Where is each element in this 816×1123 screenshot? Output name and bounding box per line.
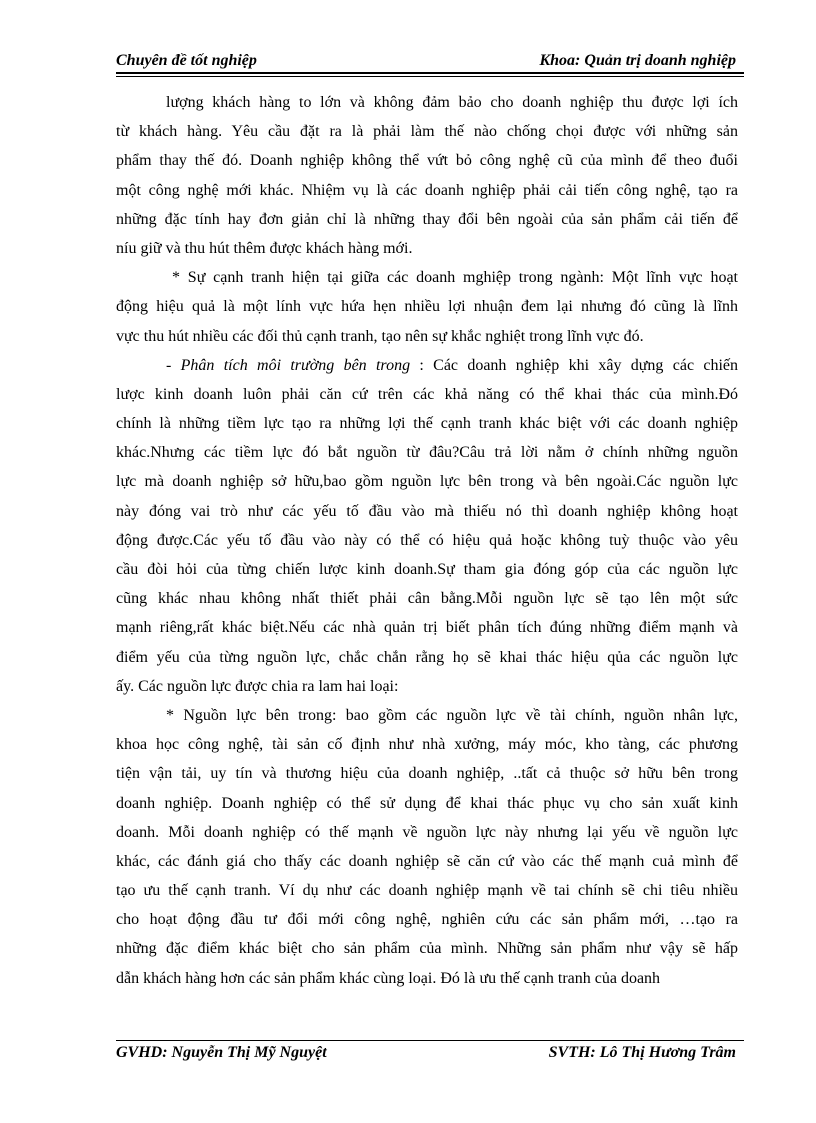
- header-divider-thick: [116, 72, 744, 74]
- text-line: lực mà doanh nghiệp sở hữu,bao gồm nguồn lực bên trong và bên ngoài.Các nguồn lực: [116, 473, 738, 491]
- text-line: mạnh riêng,rất khác biệt.Nếu các nhà quản trị biết phân tích đúng những điểm mạnh và: [116, 619, 738, 637]
- text-line: động được.Các yếu tố đầu vào này có thể có hiệu quả hoặc không tuỳ thuộc vào yêu: [116, 531, 738, 549]
- text-line: cầu đòi hỏi của từng chiến lược kinh doanh.Sự tham gia đóng góp của các nguồn lực: [116, 561, 738, 578]
- text-line: tiện vận tải, uy tín và thương hiệu của doanh nghiệp, ..tất cả thuộc sở hữu bên trong: [116, 765, 738, 783]
- header-right-title: Khoa: Quản trị doanh nghiệp: [539, 52, 736, 69]
- text-line: * Sự cạnh tranh hiện tại giữa các doanh mghiệp trong ngành: Một lĩnh vực hoạt: [172, 269, 738, 287]
- text-line: ấy. Các nguồn lực được chia ra lam hai loại:: [116, 677, 399, 695]
- text-line: dẫn khách hàng hơn các sản phẩm khác cùng loại. Đó là ưu thế cạnh tranh của doanh: [116, 969, 661, 987]
- text-line: này đóng vai trò như các yếu tố đầu vào mà thiếu nó thì doanh nghiệp không hoạt: [116, 502, 738, 520]
- footer-student: SVTH: Lô Thị Hương Trâm: [548, 1044, 736, 1061]
- text-line: vực thu hút nhiều các đối thủ cạnh tranh, tạo nên sự khắc nghiệt trong lĩnh vực đó.: [116, 327, 644, 345]
- section-heading-italic: Phân tích môi trường bên trong: [180, 356, 411, 374]
- text-line: khoa học công nghệ, tài sản cố định như nhà xưởng, máy móc, kho tàng, các phương: [116, 736, 738, 754]
- footer-divider: [116, 1040, 744, 1041]
- text-line: một công nghệ mới khác. Nhiệm vụ là các doanh nghiệp phải cải tiến công nghệ, tạo ra: [116, 181, 738, 199]
- text-line: lược kinh doanh luôn phải căn cứ trên các khả năng có thể khai thác của mình.Đó: [116, 385, 738, 403]
- text-line: doanh nghiệp. Doanh nghiệp có thể sử dụng để khai thác phục vụ cho sản xuất kinh: [116, 794, 738, 812]
- text-line: tạo ưu thế cạnh tranh. Ví dụ như các doanh nghiệp mạnh về tai chính sẽ chi tiêu nhiều: [116, 882, 738, 900]
- text-line: cho hoạt động đầu tư đổi mới công nghệ, nghiên cứu các sản phẩm mới, …tạo ra: [116, 911, 738, 929]
- text-line: khác, các đánh giá cho thấy các doanh nghiệp sẽ căn cứ vào các thế mạnh cuả mình để: [116, 852, 738, 870]
- text-line: những đặc điểm khác biệt cho sản phẩm của mình. Những sản phẩm như vậy sẽ hấp: [116, 940, 738, 958]
- section-heading-line: [116, 351, 738, 380]
- footer-supervisor: GVHD: Nguyễn Thị Mỹ Nguyệt: [116, 1044, 327, 1061]
- text-line: lượng khách hàng to lớn và không đảm bảo cho doanh nghiệp thu được lợi ích: [166, 94, 738, 111]
- page-header: [116, 46, 736, 72]
- header-left-title: Chuyên đề tốt nghiệp: [116, 52, 257, 69]
- text-line: từ khách hàng. Yêu cầu đặt ra là phải làm thế nào chống chọi được với những sản: [116, 123, 738, 141]
- text-line: chính là những tiềm lực tạo ra những lợi thế cạnh tranh khác biệt với các doanh nghiệp: [116, 415, 738, 433]
- text-line: * Nguồn lực bên trong: bao gồm các nguồn lực về tài chính, nguồn nhân lực,: [166, 706, 738, 724]
- text-line: phẩm thay thế đó. Doanh nghiệp không thể vứt bỏ công nghệ cũ của mình để theo đuổi: [116, 152, 738, 170]
- header-divider-thin: [116, 76, 744, 77]
- text-line: níu giữ và thu hút thêm được khách hàng mới.: [116, 239, 413, 257]
- text-line: cũng khác nhau không nhất thiết phải cân bằng.Mỗi nguồn lực sẽ tạo lên một sức: [116, 590, 738, 608]
- body-text: [116, 88, 738, 993]
- text-line: điểm yếu của từng nguồn lực, chắc chắn rằng họ sẽ khai thác hiệu qủa các nguồn lực: [116, 648, 738, 666]
- text-line: doanh. Mỗi doanh nghiệp có thế mạnh về nguồn lực này nhưng lại yếu về nguồn lực: [116, 823, 738, 841]
- heading-dash: -: [166, 356, 181, 374]
- page-footer: [116, 1042, 736, 1064]
- text-line: động hiệu quả là một lính vực hứa hẹn nhiều lợi nhuận đem lại nhưng đó cũng là lĩnh: [116, 298, 738, 316]
- text-line: khác.Nhưng các tiềm lực đó bắt nguồn từ đâu?Câu trả lời nằm ở chính những nguồn: [116, 444, 738, 462]
- text-line: những đặc tính hay đơn giản chỉ là những thay đổi bên ngoài của sản phẩm cải tiến để: [116, 210, 738, 228]
- heading-continuation: : Các doanh nghiệp khi xây dựng các chiến: [410, 356, 739, 374]
